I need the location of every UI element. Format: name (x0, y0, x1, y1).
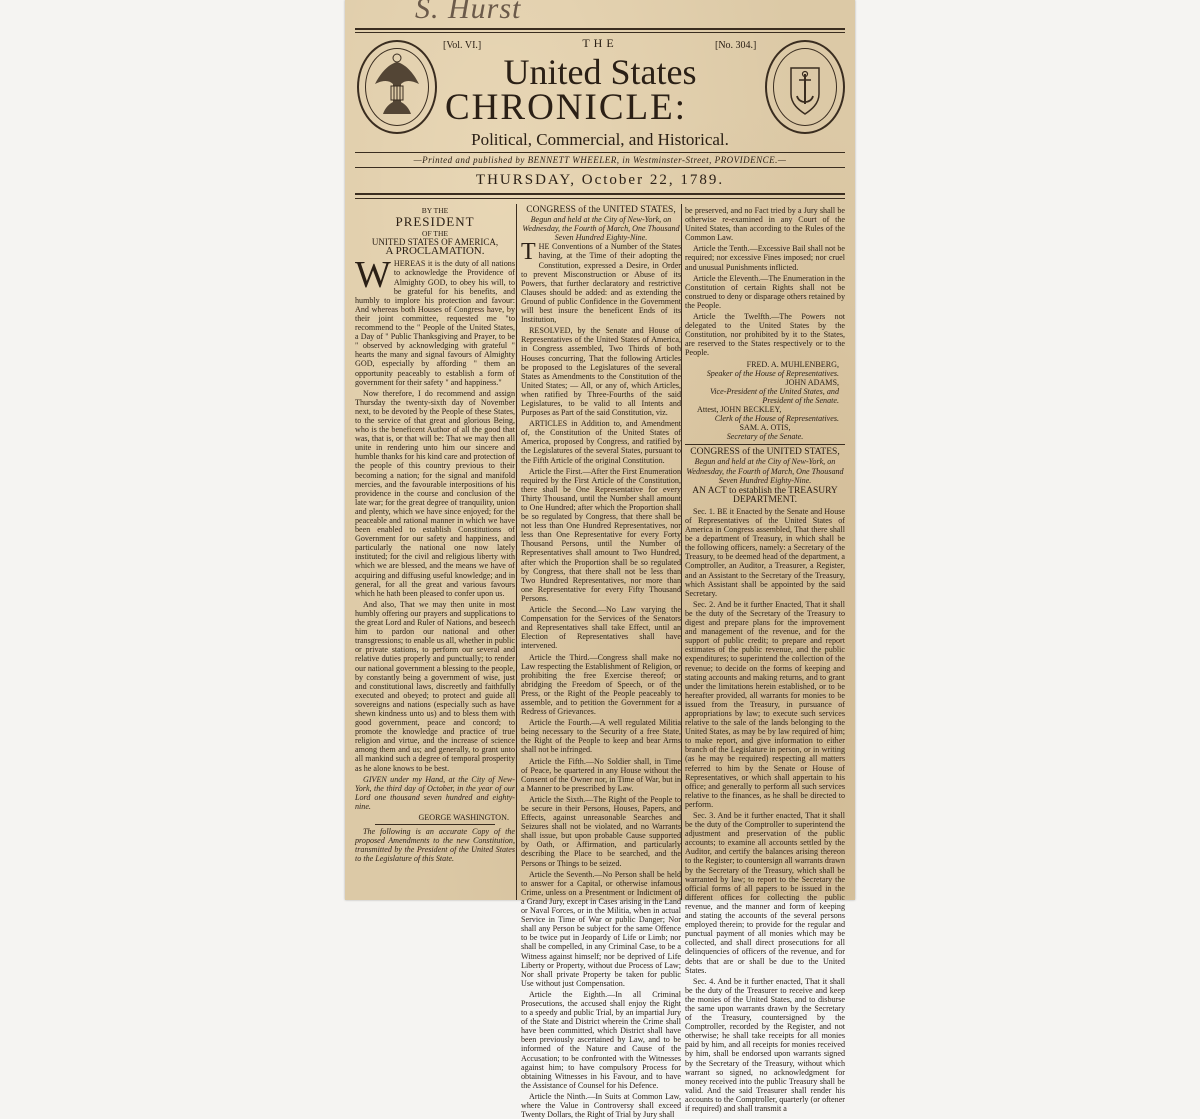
amendment-paragraph: Article the Eleventh.—The Enumeration in the Constitution of certain Rights shall not be construed to deny or disparage others retained by the People. (685, 273, 845, 310)
amendment-paragraph: ARTICLES in Addition to, and Amendment of, the Constitution of the United States of America, proposed by Congress, and ratified by the Legislatures of the several States, pursuant to the Fifth Article of the original Constitution. (521, 419, 681, 465)
amendment-paragraph: Article the Second.—No Law varying the Compensation for the Services of the Senators and Representatives shall take Effect, until an Election of Representatives shall have intervened. (521, 605, 681, 651)
act-section: Sec. 4. And be it further enacted, That it shall be the duty of the Treasurer to receive and keep the monies of the United States, and to disburse the same upon warrants drawn by the Secretary of the Treasury, countersigned by the Comptroller, recorded by the Register, and not otherwise; he shall take receipts for all monies paid by him, and all receipts for monies received by him, shall be endorsed upon warrants signed by the Secretary of the Treasury, without which warrant so signed, no acknowledgment for money received into the public Treasury shall be valid. And the said Treasurer shall render his accounts to the Comptroller, quarterly (or oftener if required) and shall transmit a (685, 976, 845, 1113)
congress-heading: CONGRESS of the UNITED STATES, (690, 447, 840, 458)
amendment-paragraph: Article the Eighth.—In all Criminal Prosecutions, the accused shall enjoy the Right to a speedy and public Trial, by an impartial Jury of the State and District wherein the Crime shall have been committed, which District shall have been previously ascertained by Law, and to be informed of the Nature and Cause of the Accusation; to be confronted with the Witnesses against him; to have compulsory Process for obtaining Witnesses in his Favour, and to have the Assistance of Counsel for his Defence. (521, 989, 681, 1090)
proclamation-paragraph: Now therefore, I do recommend and assign Thursday the twenty-sixth day of November next, to be devoted by the People of these States, to the service of that great and glorious Being, who is the beneficent Author of all the good that was, that is, or that will be: That we may then all unite in rendering unto him our sincere and humble thanks for his kind care and protection of the people of this country previous to their becoming a nation; for the signal and manifold mercies, and the favourable interpositions of his providence in the course and conclusion of the late war; for the great degree of tranquility, union and plenty, which we have since enjoyed; for the peaceable and rational manner in which we have been enabled to establish Constitutions of Government for our safety and happiness, and particularly the national one now lately instituted; for the civil and religious liberty with which we are blessed, and the means we have of acquiring and diffusing useful knowledge; and in general, for all the great and various favours which he hath been pleased to confer upon us. (355, 388, 515, 598)
congress-heading: CONGRESS of the UNITED STATES, (526, 205, 676, 215)
amendment-paragraph: Article the Ninth.—In Suits at Common Law, where the Value in Controversy shall exceed Twenty Dollars, the Right of Trial by Jury shall (521, 1091, 681, 1119)
adams-title: Vice-President of the United States, and President of the Senate. (709, 386, 839, 405)
congress-subheading: Begun and held at the City of New-York, on Wednesday, the Fourth of March, One Thousand Seven Hundred Eighty-Nine. (522, 215, 680, 243)
amendment-paragraph: Article the Sixth.—The Right of the People to be secure in their Persons, Houses, Papers, and Effects, against unreasonable Searches and Seizures shall not be violated, and no Warrants shall issue, but upon probable Cause supported by Oath, or Affirmation, and particularly describing the Place to be searched, and the Persons or Things to be seized. (521, 794, 681, 868)
dropcap: W (355, 254, 391, 297)
top-rule (355, 28, 845, 30)
amendment-paragraph: Article the Third.—Congress shall make no Law respecting the Establishment of Religion, or prohibiting the free Exercise thereof; or abridging the Freedom of Speech, or of the Press, or the Right of the People peaceably to assemble, and to petition the Government for a Redress of Grievances. (521, 652, 681, 717)
dateline-rule-thin (355, 198, 845, 199)
amendment-paragraph: Article the Twelfth.—The Powers not delegated to the United States by the Constitution, nor prohibited by it to the States, are reserved to the States respectively or to the People. (685, 312, 845, 358)
proclamation-paragraph: WHEREAS it is the duty of all nations to acknowledge the Providence of Almighty GOD, to obey his will, to be grateful for his benefits, and humbly to implore his protection and favour: And whereas both Houses of Congress have, by their joint committee, requested me "to recommend to the " People of the United States, a Day of " Public Thanksgiving and Prayer, to be " observed by acknowledging with grateful " hearts the many and signal favours of Almighty GOD, especially by affording " them an opportunity peaceably to establish a form of government for their safety " and happiness." (355, 254, 515, 387)
act-section: Sec. 3. And be it further enacted, That it shall be the duty of the Comptroller to superintend the adjustment and preservation of the public accounts; to examine all accounts settled by the Auditor, and certify the balances arising thereon to the Register; to countersign all warrants drawn by the Secretary of the Treasury, which shall be warranted by law; to report to the Secretary the official forms of all papers to be issued in the different offices for collecting the public revenue, and the manner and form of keeping and stating the accounts of the several persons employed therein; to provide for the regular and punctual payment of all monies which may be collected, and shall direct prosecutions for all delinquencies of officers of the revenue, and for debts that are or shall be due to the United States. (685, 811, 845, 975)
dateline-rule (355, 193, 845, 195)
top-rule-thin (355, 32, 845, 33)
attest-beckley: Attest, JOHN BECKLEY, (697, 404, 782, 414)
muhlenberg-signature: FRED. A. MUHLENBERG, (746, 359, 839, 369)
volume-number: [Vol. VI.] (443, 40, 482, 51)
masthead-subtitle: Political, Commercial, and Historical. (471, 130, 729, 149)
printer-line: —Printed and published by BENNETT WHEELER, in Westminster-Street, PROVIDENCE.— (413, 155, 787, 165)
printer-rule-top (355, 152, 845, 153)
beckley-title: Clerk of the House of Representatives. (714, 414, 839, 424)
issue-number: [No. 304.] (715, 40, 757, 51)
given-under-hand: GIVEN under my Hand, at the City of New-York, the third day of October, in the year of our Lord one thousand seven hundred and eighty-nine. (355, 774, 515, 811)
otis-signature: SAM. A. OTIS, (739, 423, 791, 433)
newspaper-page (345, 0, 855, 1119)
masthead-title-line2: CHRONICLE: (445, 87, 687, 128)
handwritten-signature: S. Hurst (415, 0, 522, 25)
amendment-paragraph: Article the First.—After the First Enumeration required by the First Article of the Constitution, there shall be One Representative for every Thirty Thousand, until the Number shall amount to One Hundred; after which the Proportion shall be so regulated by Congress, that there shall be not less than One Hundred Representatives, nor less than One Representative for every Forty Thousand Persons, until the Number of Representatives shall amount to Two Hundred, after which the Proportion shall be so regulated by Congress, that there shall not be less than Two Hundred Representatives, nor more than one Representative for every Fifty Thousand Persons. (521, 466, 681, 603)
masthead-title-line1: United States (503, 52, 697, 92)
otis-title: Secretary of the Senate. (726, 432, 804, 442)
column-separator (681, 204, 682, 900)
act-section: Sec. 1. BE it Enacted by the Senate and House of Representatives of the United States of America in Congress assembled, That there shall be a department of Treasury, in which shall be the following officers, namely: a Secretary of the Treasury, to be deemed head of the department, a Comptroller, an Auditor, a Treasurer, a Register, and an Assistant to the Secretary of the Treasury, which Assistant shall be appointed by the said Secretary. (685, 506, 845, 598)
column-treasury-act (685, 206, 845, 1113)
printer-rule-bottom (355, 167, 845, 168)
amendment-paragraph: RESOLVED, by the Senate and House of Representatives of the United States of America, in Congress assembled, Two Thirds of both Houses concurring, That the following Articles be proposed to the Legislatures of the several States as Amendments to the Constitution of the United States; — All, or any of, which Articles, when ratified by Three-Fourths of the said Legislatures, to be valid to all Intents and Purposes as Part of the said Constitution, viz. (521, 326, 681, 418)
of-the: OF THE (422, 229, 448, 239)
amendment-paragraph: be preserved, and no Fact tried by a Jury shall be otherwise re-examined in any Court of the United States, than according to the Rules of the Common Law. (685, 206, 845, 243)
president-heading: PRESIDENT (395, 214, 475, 230)
amendment-paragraph: Article the Fifth.—No Soldier shall, in Time of Peace, be quartered in any House without the Consent of the Owner nor, in Time of War, but in a Manner to be prescribed by Law. (521, 756, 681, 793)
proclamation-paragraph: And also, That we may then unite in most humbly offering our prayers and supplications to the great Lord and Ruler of Nations, and beseech him to pardon our national and other transgressions; to enable us all, whether in public or private stations, to perform our several and relative duties properly and punctually; to render our national government a blessing to the people, by constantly being a government of wise, just and constitutional laws, discreetly and faithfully executed and obeyed; to protect and guide all sovereigns and nations (especially such as have shewn kindness unto us) and to bless them with good government, peace and concord; to promote the knowledge and practice of true religion and virtue, and the increase of science among them and us; and generally, to grant unto all mankind such a degree of temporal prosperity as he alone knows to be best. (355, 599, 515, 773)
amendments-note: The following is an accurate Copy of the proposed Amendments to the new Constitution, transmitted by the President of the United States to the Legislature of this State. (355, 827, 515, 864)
muhlenberg-title: Speaker of the House of Representatives. (706, 368, 839, 378)
amendment-paragraph: THE Conventions of a Number of the States having, at the Time of their adopting the Constitution, expressed a Desire, in Order to prevent Misconstruction or Abuse of its Powers, that further declaratory and restrictive Clauses should be added: and as extending the Ground of public Confidence in the Government will best insure the beneficent Ends of its Institution, (521, 239, 681, 325)
masthead-the: THE (582, 36, 618, 50)
amendment-paragraph: Article the Tenth.—Excessive Bail shall not be required; nor excessive Fines imposed; nor cruel and unusual Punishments inflicted. (685, 244, 845, 272)
by-the: BY THE (421, 206, 449, 215)
usa-heading: UNITED STATES OF AMERICA, (371, 237, 499, 248)
dateline: THURSDAY, October 22, 1789. (475, 172, 725, 188)
proclamation-heading: A PROCLAMATION. (385, 245, 485, 258)
congress-subheading: Begun and held at the City of New-York, on Wednesday, the Fourth of March, One Thousand Seven Hundred Eighty-Nine. (686, 457, 844, 485)
column-proclamation (355, 206, 515, 906)
adams-signature: JOHN ADAMS, (785, 377, 839, 387)
amendment-paragraph: Article the Fourth.—A well regulated Militia being necessary to the Security of a free State, the Right of the People to keep and bear Arms shall not be infringed. (521, 718, 681, 755)
washington-signature: GEORGE WASHINGTON. (418, 813, 509, 822)
column-separator (516, 204, 517, 900)
amendment-paragraph: Article the Seventh.—No Person shall be held to answer for a Capital, or otherwise infamous Crime, unless on a Presentment or Indictment of a Grand Jury, except in Cases arising in the Land or Naval Forces, or in the Militia, when in actual Service in Time of War or public Danger; Nor shall any Person be subject for the same Offence to be twice put in Jeopardy of Life or Limb; nor shall be compelled, in any Criminal Case, to be a Witness against himself; nor be deprived of Life Liberty or Property, without due Process of Law; Nor shall private Property be taken for public Use without just Compensation. (521, 869, 681, 988)
treasury-act-heading: AN ACT to establish the TREASURY DEPARTMENT. (692, 485, 838, 505)
column-amendments (521, 205, 681, 1119)
act-section: Sec. 2. And be it further Enacted, That it shall be the duty of the Secretary of the Treasury to digest and prepare plans for the improvement and management of the revenue, and for the support of public credit; to prepare and report estimates of the public revenue, and the public expenditures; to superintend the collection of the revenue; to decide on the forms of keeping and stating accounts and making returns, and to grant under the limitations herein established, or to be hereafter provided, all warrants for monies to be issued from the Treasury, in pursuance of appropriations by law; to execute such services relative to the sale of the lands belonging to the United States, as may be by law required of him; to make report, and give information to either branch of the Legislature in person, or in writing (as he may be required) respecting all matters referred to him by the Senate or House of Representatives, or which shall appertain to his office; and generally to perform all such services relative to the finances, as he shall be directed to perform. (685, 599, 845, 809)
